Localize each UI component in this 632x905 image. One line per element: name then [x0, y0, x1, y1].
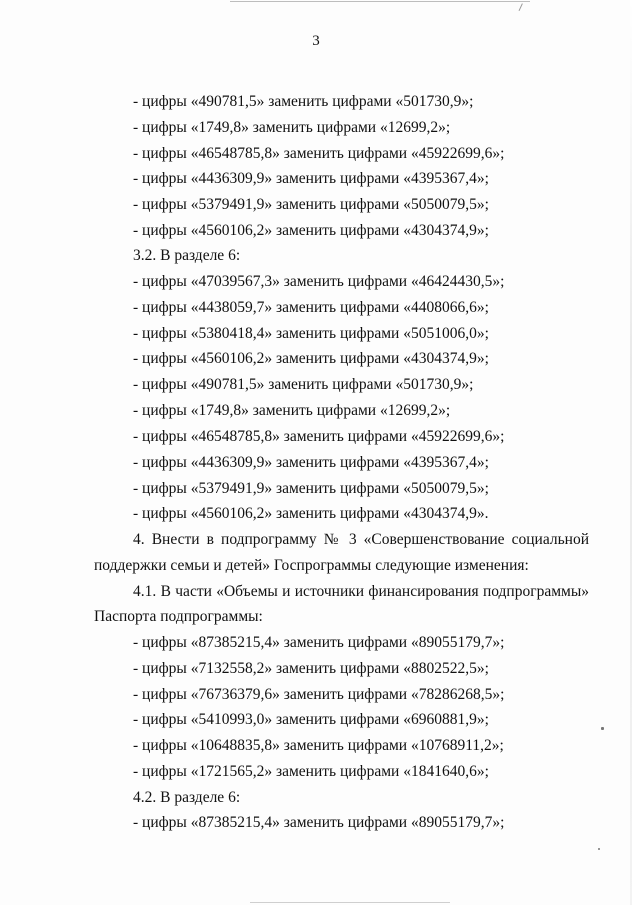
list-item: - цифры «490781,5» заменить цифрами «501730,9»; [133, 93, 474, 110]
list-item: - цифры «87385215,4» заменить цифрами «89055179,7»; [133, 814, 505, 831]
list-item: - цифры «4560106,2» заменить цифрами «4304374,9»; [133, 222, 489, 239]
scan-mark [519, 3, 527, 12]
paragraph-line: 4.1. В части «Объемы и источники финансирования подпрограммы» [133, 583, 589, 600]
list-item: - цифры «1749,8» заменить цифрами «12699,2»; [133, 402, 451, 419]
list-item: - цифры «46548785,8» заменить цифрами «45922699,6»; [133, 145, 505, 162]
list-item: - цифры «4436309,9» заменить цифрами «4395367,4»; [133, 454, 489, 471]
list-item: - цифры «1721565,2» заменить цифрами «1841640,6»; [133, 763, 489, 780]
list-item: - цифры «490781,5» заменить цифрами «501730,9»; [133, 376, 474, 393]
list-item: - цифры «46548785,8» заменить цифрами «45922699,6»; [133, 428, 505, 445]
list-item: - цифры «4438059,7» заменить цифрами «4408066,6»; [133, 299, 489, 316]
list-item: - цифры «5380418,4» заменить цифрами «5051006,0»; [133, 325, 489, 342]
section-heading: 3.2. В разделе 6: [133, 247, 241, 264]
list-item: - цифры «5410993,0» заменить цифрами «6960881,9»; [133, 711, 489, 728]
paragraph-line: Паспорта подпрограммы: [94, 608, 263, 625]
list-item: - цифры «10648835,8» заменить цифрами «10768911,2»; [133, 737, 504, 754]
list-item: - цифры «5379491,9» заменить цифрами «5050079,5»; [133, 480, 489, 497]
list-item: - цифры «4436309,9» заменить цифрами «4395367,4»; [133, 170, 489, 187]
scan-speck [598, 848, 600, 850]
paragraph-line: 4. Внести в подпрограмму № 3 «Совершенствование социальной [133, 531, 589, 548]
scan-artifact-bottom [250, 902, 450, 903]
list-item: - цифры «4560106,2» заменить цифрами «4304374,9». [133, 505, 489, 522]
paragraph-line: поддержки семьи и детей» Госпрограммы следующие изменения: [94, 557, 529, 574]
section-heading: 4.2. В разделе 6: [133, 789, 241, 806]
list-item: - цифры «4560106,2» заменить цифрами «4304374,9»; [133, 350, 489, 367]
page-number: 3 [312, 33, 320, 49]
scan-artifact-top [230, 1, 530, 2]
list-item: - цифры «87385215,4» заменить цифрами «89055179,7»; [133, 634, 505, 651]
list-item: - цифры «1749,8» заменить цифрами «12699,2»; [133, 119, 451, 136]
scan-speck [601, 727, 604, 730]
list-item: - цифры «5379491,9» заменить цифрами «5050079,5»; [133, 196, 489, 213]
list-item: - цифры «7132558,2» заменить цифрами «8802522,5»; [133, 660, 489, 677]
list-item: - цифры «76736379,6» заменить цифрами «78286268,5»; [133, 686, 505, 703]
list-item: - цифры «47039567,3» заменить цифрами «46424430,5»; [133, 273, 505, 290]
